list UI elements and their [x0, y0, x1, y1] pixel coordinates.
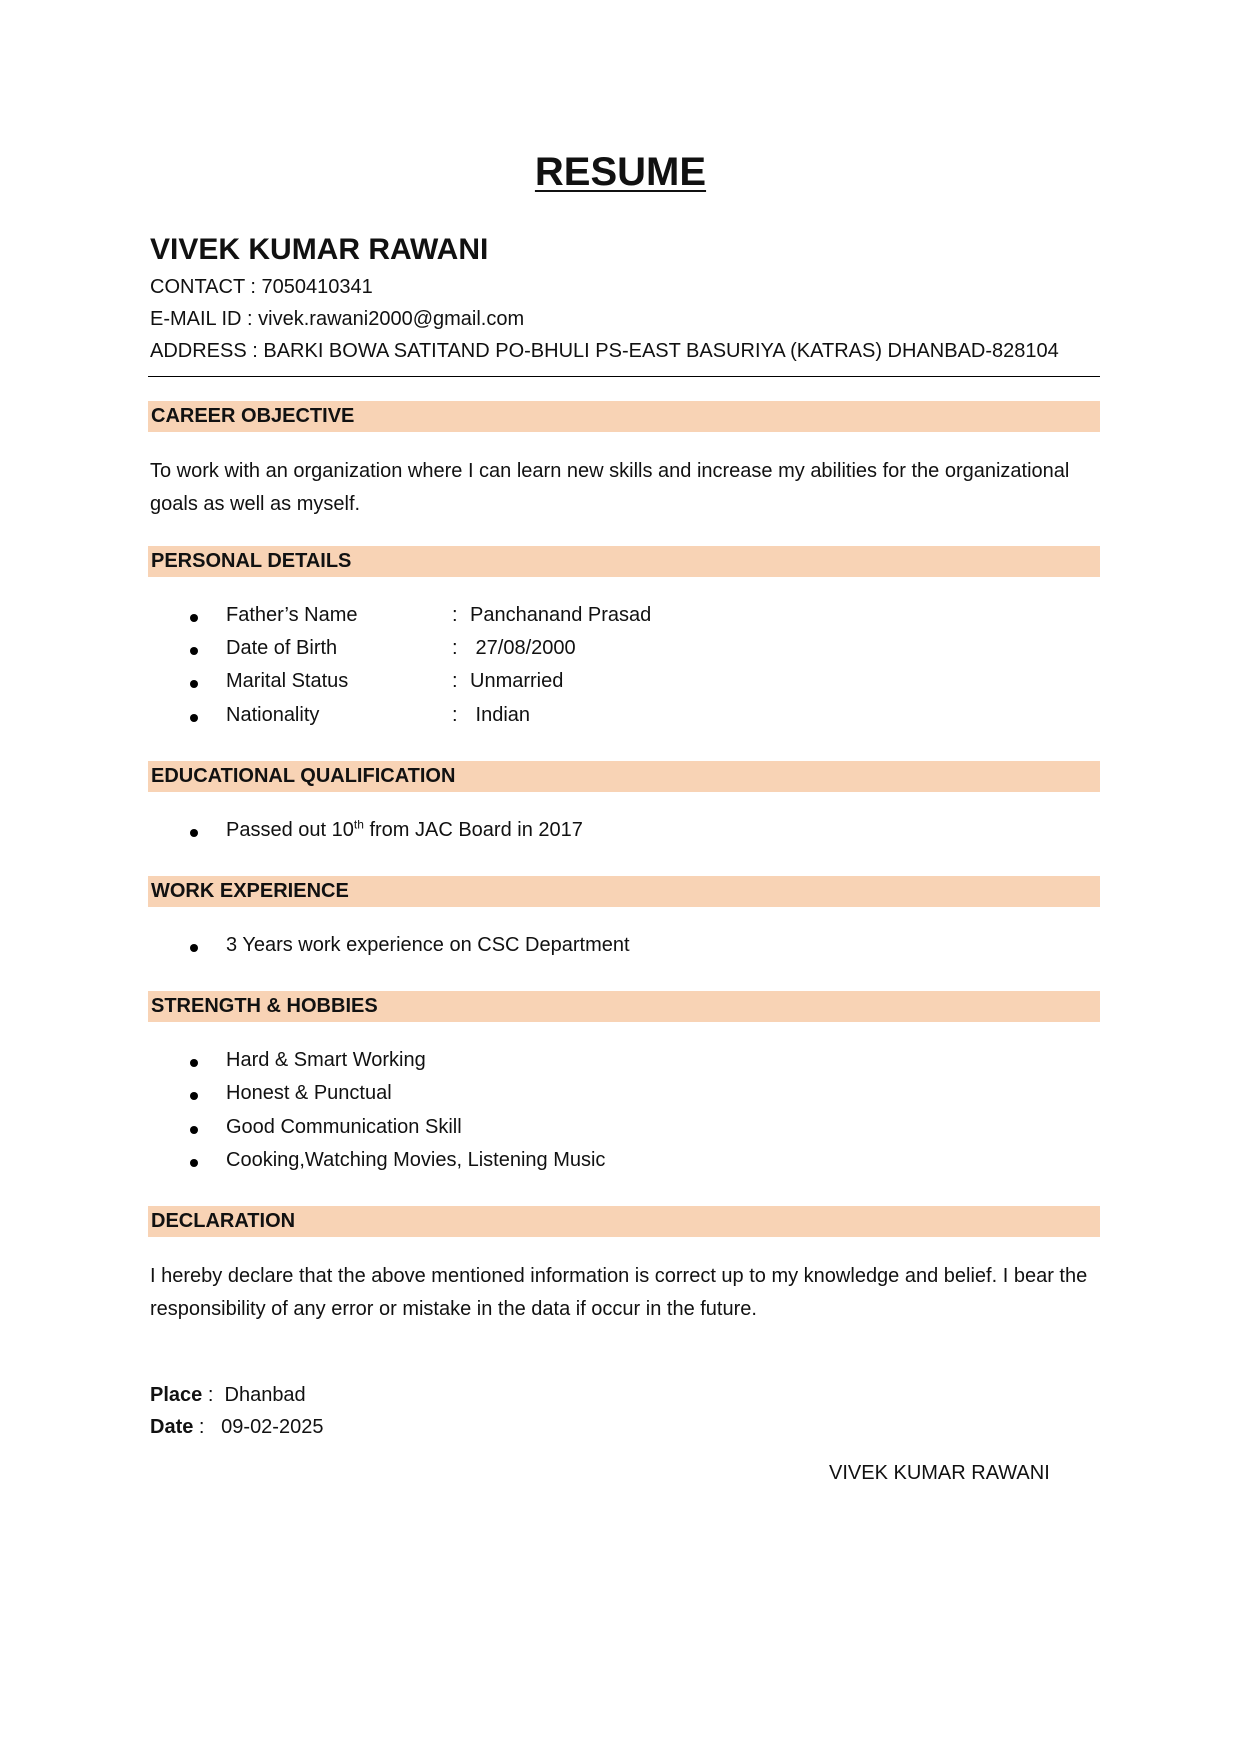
detail-label: Nationality: [226, 704, 320, 726]
place-line: [150, 1384, 306, 1407]
career-objective-heading: CAREER OBJECTIVE: [151, 405, 355, 427]
document-title: RESUME: [534, 150, 707, 194]
date-separator: :: [193, 1416, 222, 1438]
bullet-icon: [190, 614, 198, 622]
detail-colon: :: [452, 704, 458, 726]
email-address: E-MAIL ID : vivek.rawani2000@gmail.com: [150, 308, 525, 330]
strength-text: Hard & Smart Working: [226, 1049, 426, 1071]
work-experience-heading-bar: [148, 876, 1100, 907]
bullet-icon: [190, 680, 198, 688]
place-label: Place: [150, 1384, 203, 1406]
education-heading-bar: [148, 761, 1100, 792]
signature-name: VIVEK KUMAR RAWANI: [829, 1462, 1050, 1484]
place-value: Dhanbad: [224, 1384, 306, 1406]
contact-number: CONTACT : 7050410341: [150, 276, 373, 298]
applicant-name: VIVEK KUMAR RAWANI: [150, 233, 489, 266]
bullet-icon: [190, 647, 198, 655]
detail-value: Indian: [470, 704, 531, 726]
detail-value: Panchanand Prasad: [470, 604, 652, 626]
date-value: 09-02-2025: [221, 1416, 324, 1438]
detail-value: 27/08/2000: [470, 637, 576, 659]
detail-colon: :: [452, 670, 458, 692]
detail-label: Father’s Name: [226, 604, 358, 626]
bullet-icon: [190, 1092, 198, 1100]
place-separator: :: [202, 1384, 225, 1406]
strength-text: Good Communication Skill: [226, 1116, 462, 1138]
bullet-icon: [190, 1059, 198, 1067]
date-line: [150, 1416, 323, 1439]
education-item-prefix: Passed out 10: [226, 819, 354, 841]
education-item-text: [226, 819, 583, 842]
bullet-icon: [190, 829, 198, 837]
strength-text: Honest & Punctual: [226, 1082, 392, 1104]
education-item-suffix: from JAC Board in 2017: [363, 819, 583, 841]
detail-colon: :: [452, 604, 458, 626]
strengths-heading: STRENGTH & HOBBIES: [151, 995, 378, 1017]
work-experience-heading: WORK EXPERIENCE: [151, 880, 349, 902]
detail-value: Unmarried: [470, 670, 564, 692]
declaration-heading: DECLARATION: [151, 1210, 296, 1232]
ordinal-suffix: th: [353, 817, 364, 832]
personal-details-heading-bar: [148, 546, 1100, 577]
postal-address: ADDRESS : BARKI BOWA SATITAND PO-BHULI PS-EAST BASURIYA (KATRAS) DHANBAD-828104: [150, 340, 1059, 362]
personal-details-heading: PERSONAL DETAILS: [151, 550, 352, 572]
date-label: Date: [150, 1416, 194, 1438]
bullet-icon: [190, 944, 198, 952]
strength-text: Cooking,Watching Movies, Listening Music: [226, 1149, 606, 1171]
career-objective-heading-bar: [148, 401, 1100, 432]
header-divider: [148, 376, 1100, 377]
detail-colon: :: [452, 637, 458, 659]
bullet-icon: [190, 1126, 198, 1134]
bullet-icon: [190, 714, 198, 722]
education-heading: EDUCATIONAL QUALIFICATION: [151, 765, 456, 787]
bullet-icon: [190, 1159, 198, 1167]
career-objective-text: To work with an organization where I can learn new skills and increase my abilities for the organizational goals as well as myself.: [150, 460, 1070, 515]
detail-label: Date of Birth: [226, 637, 338, 659]
detail-label: Marital Status: [226, 670, 349, 692]
strengths-heading-bar: [148, 991, 1100, 1022]
declaration-text: I hereby declare that the above mentioned information is correct up to my knowledge and belief. I bear the responsibility of any error or mistake in the data if occur in the future.: [150, 1265, 1088, 1320]
work-experience-text: 3 Years work experience on CSC Department: [226, 934, 630, 956]
declaration-heading-bar: [148, 1206, 1100, 1237]
